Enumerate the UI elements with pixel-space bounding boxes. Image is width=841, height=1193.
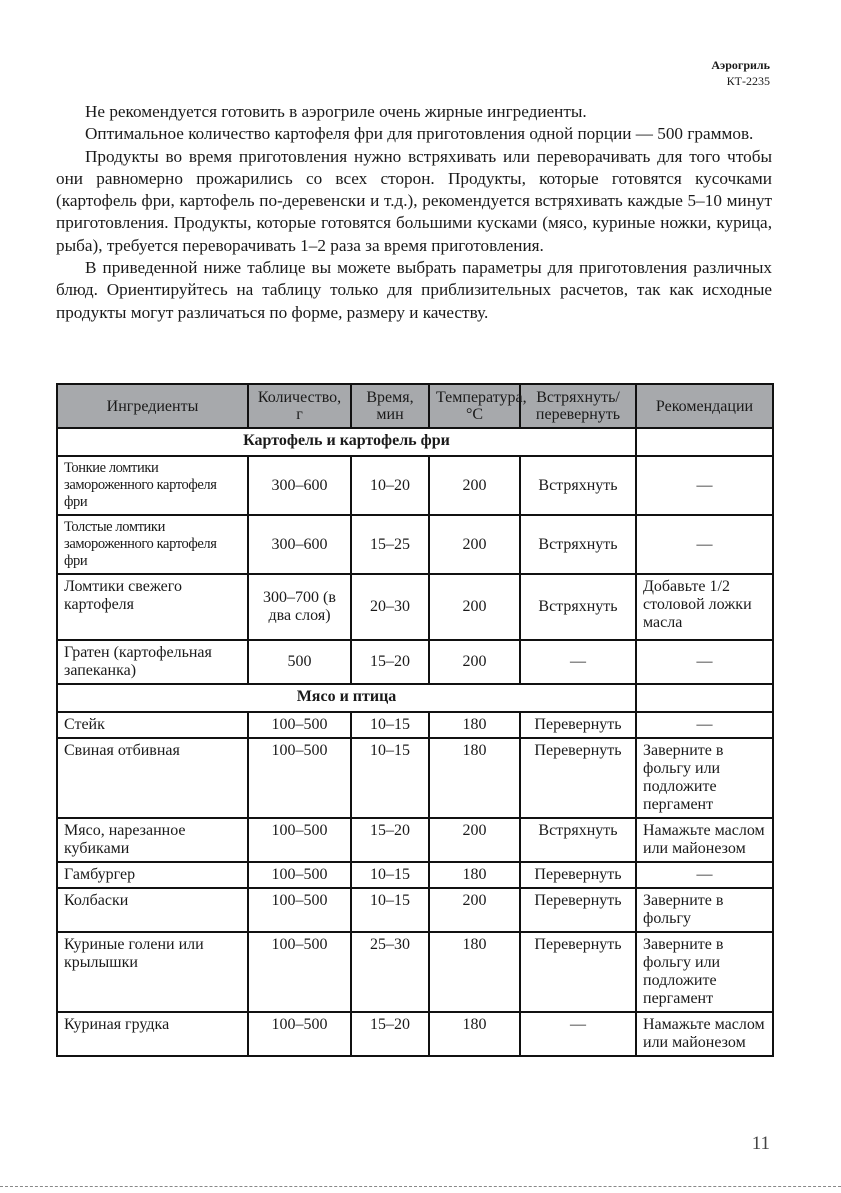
- cell-time: 10–15: [351, 862, 429, 888]
- cell-time: 10–15: [351, 888, 429, 932]
- cell-time: 10–15: [351, 712, 429, 738]
- cell-time: 25–30: [351, 932, 429, 1012]
- cell-time: 15–20: [351, 1012, 429, 1056]
- cell-name: Куриная грудка: [57, 1012, 248, 1056]
- paragraph: Оптимальное количество картофеля фри для приготовления одной порции — 500 граммов.: [85, 124, 754, 144]
- section-title-potato: Картофель и картофель фри: [57, 428, 636, 456]
- cell-name: Ломтики свежего картофеля: [57, 574, 248, 640]
- cell-qty: 100–500: [248, 712, 351, 738]
- cell-action: —: [520, 640, 636, 684]
- cell-temp: 200: [429, 456, 520, 515]
- cell-temp: 180: [429, 862, 520, 888]
- cell-name: Свиная отбивная: [57, 738, 248, 818]
- cell-temp: 200: [429, 818, 520, 862]
- table-row: [57, 818, 773, 862]
- table-row: [57, 515, 773, 574]
- cell-temp: 180: [429, 712, 520, 738]
- cell-qty: 100–500: [248, 932, 351, 1012]
- cell-rec: Намажьте маслом или майонезом: [636, 1012, 773, 1056]
- cell-qty: 100–500: [248, 1012, 351, 1056]
- paragraph: Не рекомендуется готовить в аэрогриле очень жирные ингредиенты.: [85, 102, 587, 121]
- cell-action: Встряхнуть: [520, 515, 636, 574]
- cell-name: Куриные голени или крылышки: [57, 932, 248, 1012]
- cell-name: Тонкие ломтики замороженного картофеля фри: [57, 456, 248, 515]
- cell-time: 20–30: [351, 574, 429, 640]
- cell-rec: Заверните в фольгу или подложите пергамент: [636, 932, 773, 1012]
- cell-time: 15–20: [351, 818, 429, 862]
- cell-qty: 300–700 (в два слоя): [248, 574, 351, 640]
- cell-temp: 200: [429, 640, 520, 684]
- cell-name: Толстые ломтики замороженного картофеля фри: [57, 515, 248, 574]
- table-row: [57, 640, 773, 684]
- col-header-ingredients: Ингредиенты: [57, 384, 248, 428]
- cell-action: Перевернуть: [520, 862, 636, 888]
- table-row: [57, 712, 773, 738]
- page-number: 11: [751, 1133, 770, 1154]
- cell-qty: 300–600: [248, 456, 351, 515]
- cell-time: 15–20: [351, 640, 429, 684]
- cell-qty: 500: [248, 640, 351, 684]
- cell-rec: —: [636, 640, 773, 684]
- cell-time: 10–15: [351, 738, 429, 818]
- col-header-quantity: Количество, г: [248, 384, 351, 428]
- table-row: [57, 1012, 773, 1056]
- paragraph: В приведенной ниже таблице вы можете выбрать параметры для приготовления различных блюд. Ориентируйтесь на таблицу только для приблизительных расчетов, так как исходные продукты могут различаться по форме, размеру и качеству.: [56, 258, 772, 322]
- table-row: [57, 862, 773, 888]
- paragraph: Продукты во время приготовления нужно встряхивать или переворачивать для того чтобы они равномерно прожарились со всех сторон. Продукты, которые готовятся кусочками (картофель фри, картофель по-деревенски и т.д.), рекомендуется встряхивать каждые 5–10 минут приготовления. Продукты, которые готовятся большими кусками (мясо, куриные ножки, курица, рыба), требуется переворачивать 1–2 раза за время приготовления.: [56, 146, 772, 255]
- intro-text: [56, 101, 772, 324]
- cell-temp: 200: [429, 515, 520, 574]
- cell-action: Перевернуть: [520, 932, 636, 1012]
- section-title-meat: Мясо и птица: [57, 684, 636, 712]
- cell-rec: —: [636, 862, 773, 888]
- cell-time: 10–20: [351, 456, 429, 515]
- col-header-temperature: Температура,°C: [429, 384, 520, 428]
- cell-action: Перевернуть: [520, 738, 636, 818]
- cell-rec: Намажьте маслом или майонезом: [636, 818, 773, 862]
- cell-action: Встряхнуть: [520, 574, 636, 640]
- empty-cell: [636, 684, 773, 712]
- cell-temp: 180: [429, 738, 520, 818]
- col-header-time: Время, мин: [351, 384, 429, 428]
- cell-name: Стейк: [57, 712, 248, 738]
- cell-temp: 180: [429, 1012, 520, 1056]
- cell-action: Перевернуть: [520, 888, 636, 932]
- cell-rec: —: [636, 456, 773, 515]
- cell-qty: 300–600: [248, 515, 351, 574]
- cell-name: Колбаски: [57, 888, 248, 932]
- page-bottom-divider: [0, 1186, 841, 1187]
- cell-temp: 180: [429, 932, 520, 1012]
- header-model: КТ-2235: [726, 74, 770, 88]
- cell-rec: Заверните в фольгу: [636, 888, 773, 932]
- table-header-row: [57, 384, 773, 428]
- cell-rec: Добавьте 1/2 столовой ложки масла: [636, 574, 773, 640]
- col-header-action: Встряхнуть/ перевернуть: [520, 384, 636, 428]
- table-row: [57, 932, 773, 1012]
- cell-temp: 200: [429, 888, 520, 932]
- cooking-table: [56, 383, 774, 1057]
- cell-qty: 100–500: [248, 738, 351, 818]
- page-header: [711, 57, 770, 89]
- table-row: [57, 574, 773, 640]
- cell-action: Встряхнуть: [520, 456, 636, 515]
- col-header-recommendations: Рекомендации: [636, 384, 773, 428]
- cell-name: Гратен (картофельная запеканка): [57, 640, 248, 684]
- cell-rec: —: [636, 712, 773, 738]
- table-row: [57, 456, 773, 515]
- cell-time: 15–25: [351, 515, 429, 574]
- cell-temp: 200: [429, 574, 520, 640]
- section-row: [57, 684, 773, 712]
- empty-cell: [636, 428, 773, 456]
- cell-name: Гамбургер: [57, 862, 248, 888]
- section-row: [57, 428, 773, 456]
- cell-qty: 100–500: [248, 862, 351, 888]
- header-brand: Аэрогриль: [711, 58, 770, 72]
- cell-rec: —: [636, 515, 773, 574]
- cell-name: Мясо, нарезанное кубиками: [57, 818, 248, 862]
- table-row: [57, 888, 773, 932]
- cell-qty: 100–500: [248, 818, 351, 862]
- cell-qty: 100–500: [248, 888, 351, 932]
- cell-action: Встряхнуть: [520, 818, 636, 862]
- cell-action: Перевернуть: [520, 712, 636, 738]
- table-row: [57, 738, 773, 818]
- cell-rec: Заверните в фольгу или подложите пергамент: [636, 738, 773, 818]
- cell-action: —: [520, 1012, 636, 1056]
